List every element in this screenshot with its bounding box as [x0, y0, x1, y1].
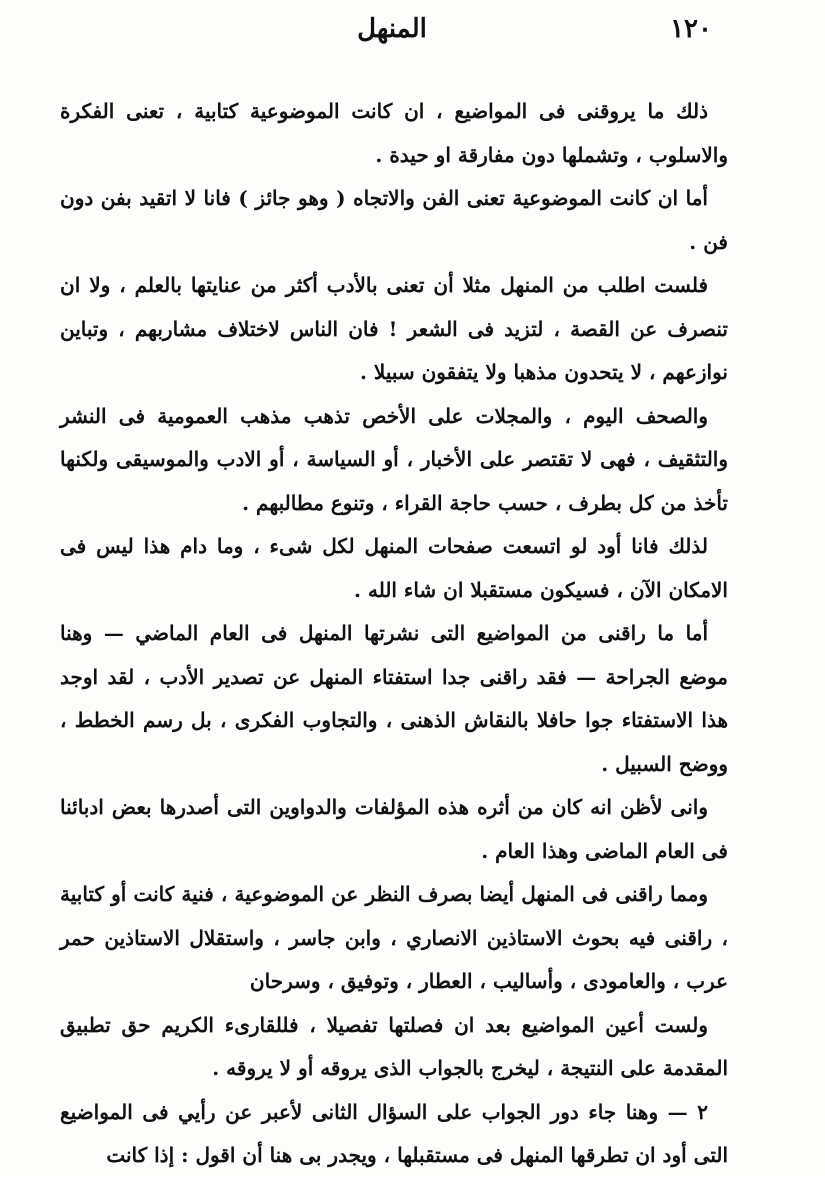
- paragraph: والصحف اليوم ، والمجلات على الأخص تذهب مذهب العمومية فى النشر والتثقيف ، فهى لا تقتصر على الأخبار ، أو السياسة ، أو الادب والموسيقى ولكنها تأخذ من كل بطرف ، حسب حاجة القراء ، وتنوع مطالبهم .: [60, 403, 728, 515]
- paragraph: أما ان كانت الموضوعية تعنى الفن والاتجاه ( وهو جائز ) فانا لا اتقيد بفن دون فن .: [60, 186, 728, 254]
- paragraph: ذلك ما يروقنى فى المواضيع ، ان كانت الموضوعية كتابية ، تعنى الفكرة والاسلوب ، وتشملها دون مفارقة او حيدة .: [60, 99, 728, 167]
- page-number: ١٢٠: [670, 14, 712, 44]
- paragraph: وانى لأظن انه كان من أثره هذه المؤلفات والدواوين التى أصدرها بعض ادبائنا فى العام الماضى وهذا العام .: [60, 795, 728, 863]
- running-title: المنهل: [357, 14, 427, 44]
- paragraph: لذلك فانا أود لو اتسعت صفحات المنهل لكل شىء ، وما دام هذا ليس فى الامكان الآن ، فسيكون مستقبلا ان شاء الله .: [60, 534, 728, 602]
- paragraph: ولست أعين المواضيع بعد ان فصلتها تفصيلا ، فللقارىء الكريم حق تطبيق المقدمة على النتيجة ، ليخرج بالجواب الذى يروقه أو لا يروقه .: [60, 1012, 728, 1080]
- page-header: [72, 14, 712, 54]
- paragraph: فلست اطلب من المنهل مثلا أن تعنى بالأدب أكثر من عنايتها بالعلم ، ولا ان تنصرف عن القصة ، لتزيد فى الشعر ! فان الناس لاختلاف مشاربهم ، وتباين نوازعهم ، لا يتحدون مذهبا ولا يتفقون سبيلا .: [60, 273, 728, 384]
- paragraph: ومما راقنى فى المنهل أيضا بصرف النظر عن الموضوعية ، فنية كانت أو كتابية ، راقنى فيه بحوث الاستاذين الانصاري ، وابن جاسر ، واستقلال الاستاذين حمر عرب ، والعامودى ، وأساليب ، العطار ، وتوفيق ، وسرحان: [60, 882, 728, 993]
- paragraph: أما ما راقنى من المواضيع التى نشرتها المنهل فى العام الماضي — وهنا موضع الجراحة — فقد راقنى جدا استفتاء المنهل عن تصدير الأدب ، لقد اوجد هذا الاستفتاء جوا حافلا بالنقاش الذهنى ، والتجاوب الفكرى ، بل رسم الخطط ، ووضح السبيل .: [60, 621, 728, 776]
- body-text: [60, 90, 728, 1178]
- paragraph: ٢ — وهنا جاء دور الجواب على السؤال الثانى لأعبر عن رأيي فى المواضيع التى أود ان تطرقها المنهل فى مستقبلها ، ويجدر بى هنا أن اقول : إذا كانت: [60, 1099, 728, 1167]
